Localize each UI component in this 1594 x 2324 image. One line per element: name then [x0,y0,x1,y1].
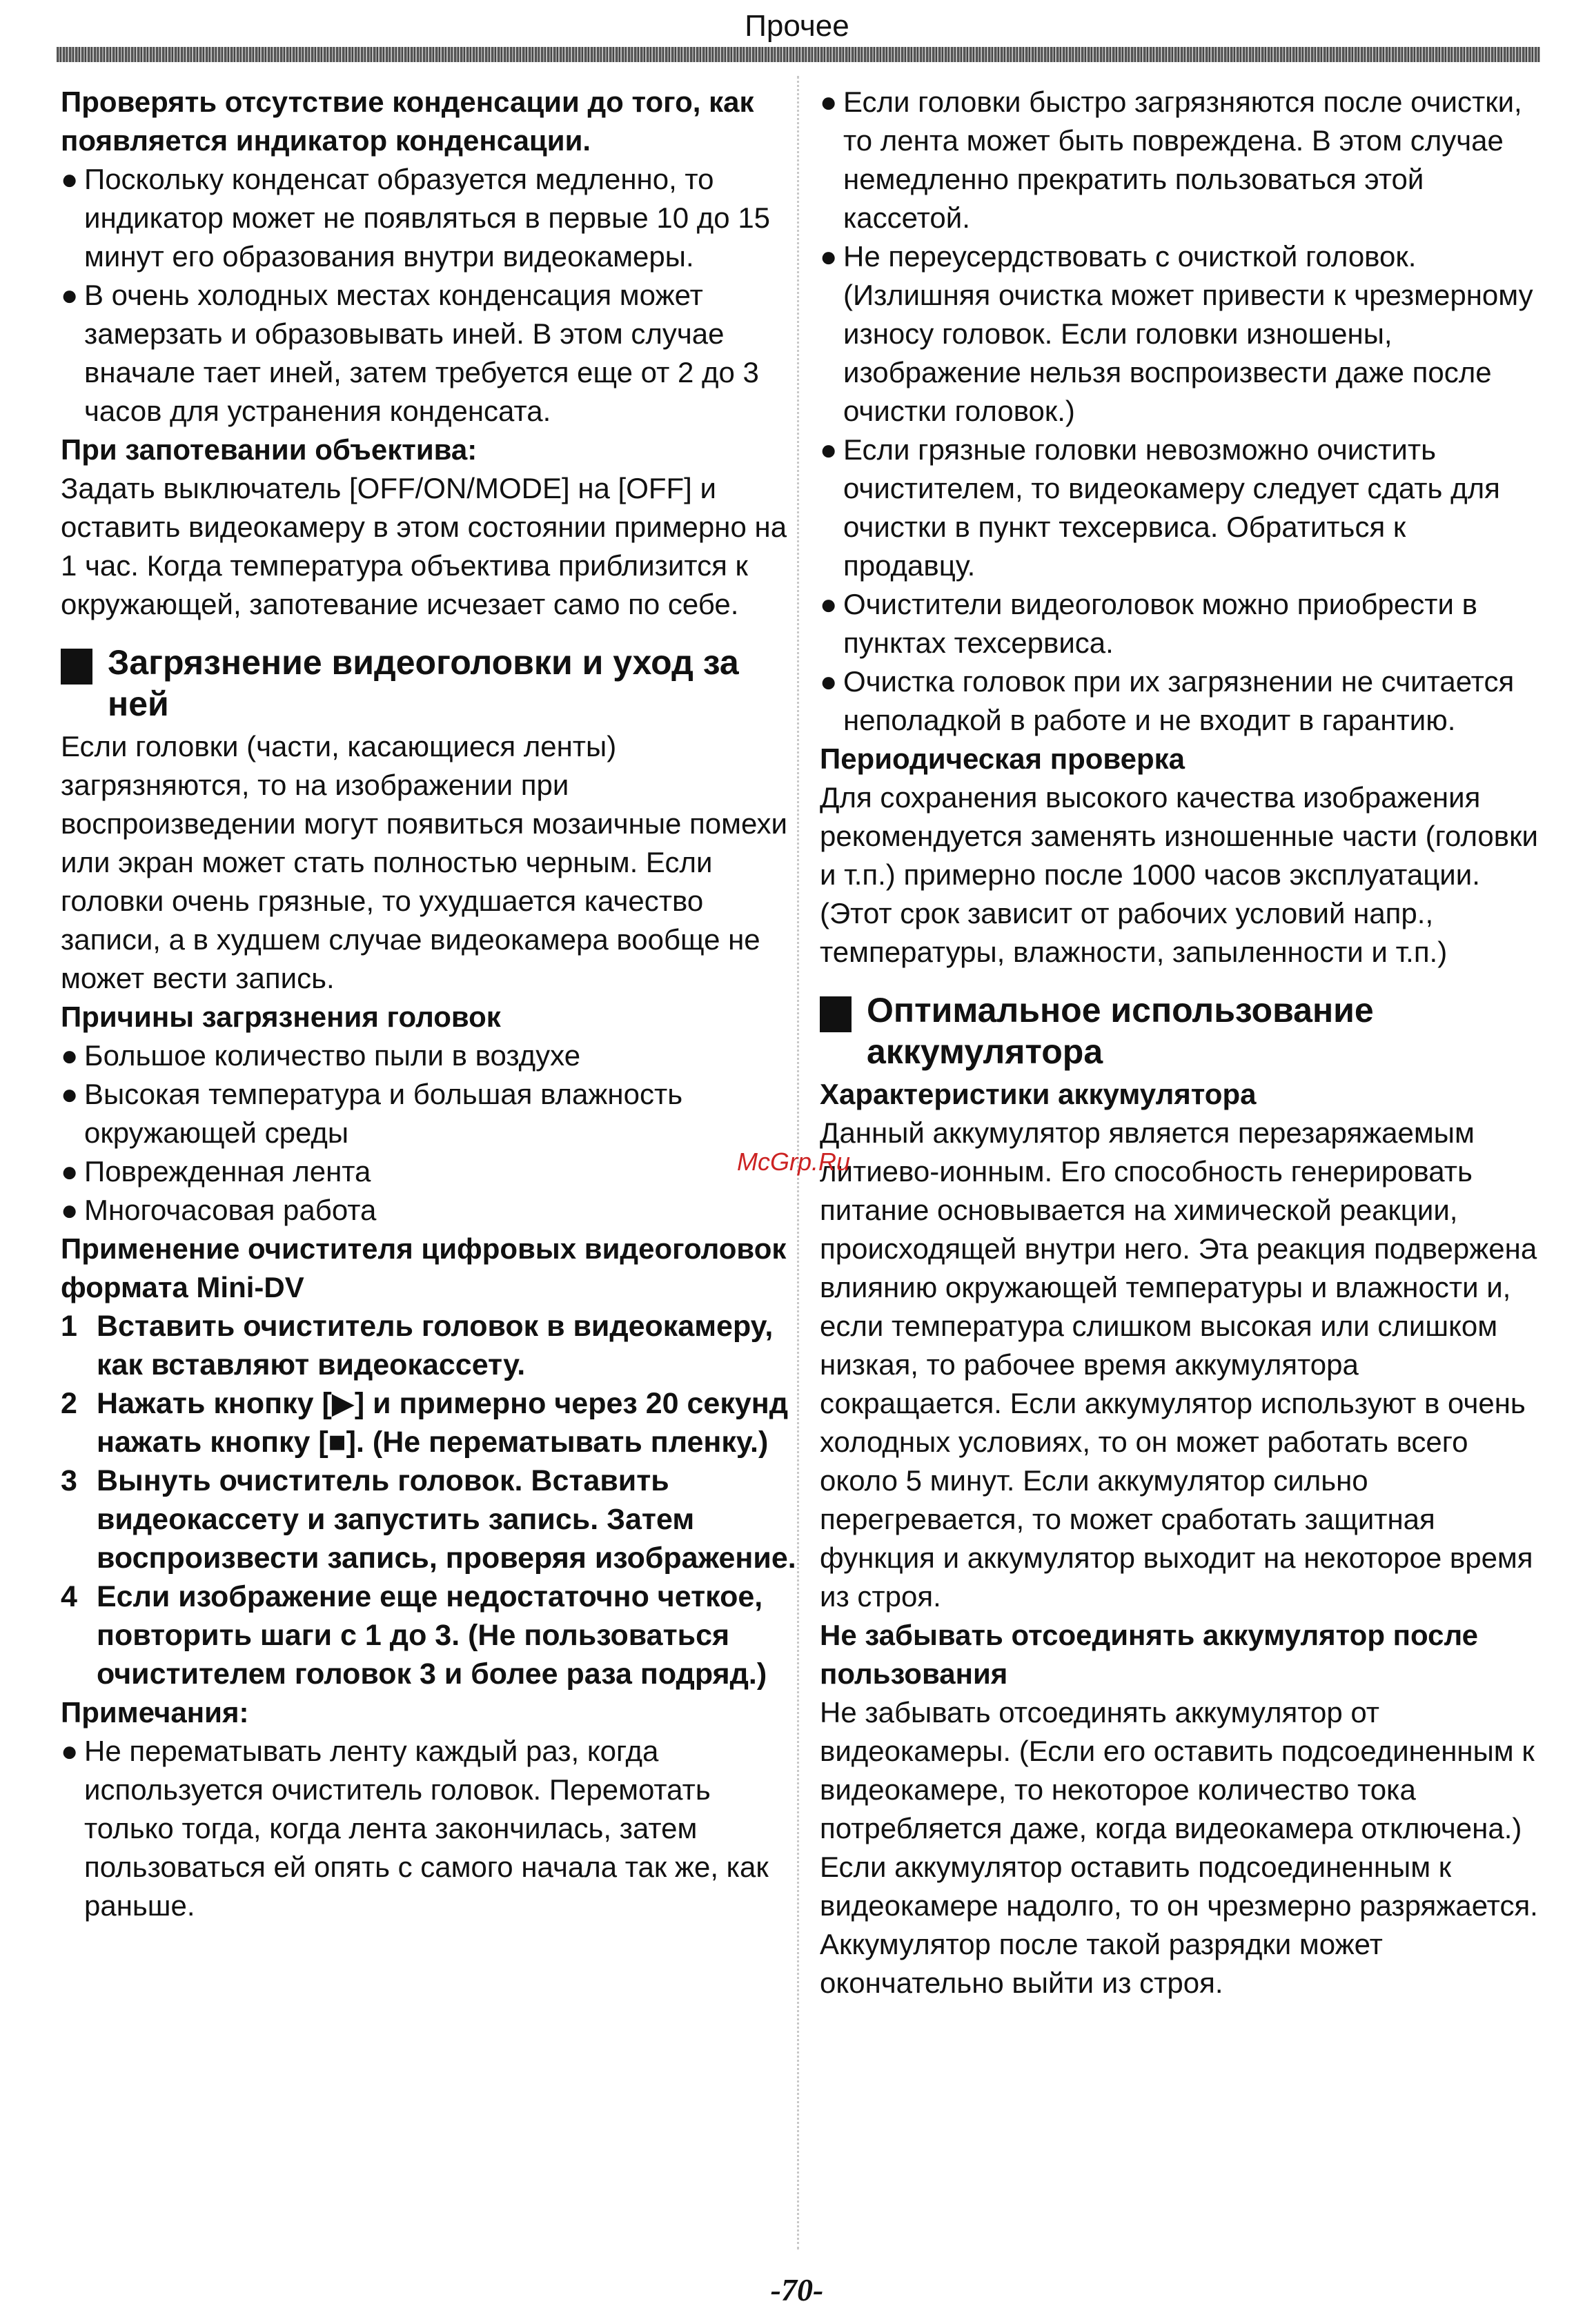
bullet-icon: ● [61,1039,79,1072]
list-item: ● Поскольку конденсат образуется медленно, то индикатор может не появляться в первые 10 до 15 минут его образования внутри видеокамеры. [61,160,806,276]
head-dirt-text: Если головки (части, касающиеся ленты) загрязняются, то на изображении при воспроизведении могут появиться мозаичные помехи или экран может стать полностью черным. Если головки очень грязные, то ухудшается качество записи, а в худшем случае видеокамера вообще не может вести запись. [61,730,787,994]
bullet-icon: ● [820,240,838,273]
page-number: -70- [770,2272,824,2307]
step-item: 2 Нажать кнопку [▶] и примерно через 20 секунд нажать кнопку [■]. (Не перематывать пленку.) [61,1387,789,1459]
notes-heading: Примечания: [61,1696,249,1729]
dirt-causes-heading: Причины загрязнения головок [61,1001,501,1033]
list-item: ● Многочасовая работа [61,1191,806,1230]
bullet-icon: ● [820,665,838,698]
bullet-icon: ● [61,1078,79,1110]
header-band [57,47,1540,62]
step-item: 3 Вынуть очиститель головок. Вставить видеокассету и запустить запись. Затем воспроизвести запись, проверяя изображение. [61,1464,796,1575]
battery-disconnect-heading: Не забывать отсоединять аккумулятор после пользования [820,1619,1478,1690]
section-heading-head-cleaning: Загрязнение видеоголовки и уход за ней [61,642,806,725]
bullet-icon: ● [61,163,79,195]
bullet-icon: ● [820,86,838,118]
bullet-icon: ● [61,1155,79,1188]
list-item: ● Очистка головок при их загрязнении не считается неполадкой в работе и не входит в гарантию. [820,662,1544,740]
list-item: ● В очень холодных местах конденсация может замерзать и образовывать иней. В этом случае вначале тает иней, затем требуется еще от 2 до 3 часов для устранения конденсата. [61,276,806,431]
list-item: ● Большое количество пыли в воздухе [61,1036,806,1075]
bullet-icon: ● [820,433,838,466]
battery-characteristics-heading: Характеристики аккумулятора [820,1078,1257,1110]
section-square-icon [820,996,852,1032]
right-column [820,83,1544,2002]
section-heading-battery: Оптимальное использование аккумулятора [820,989,1544,1072]
section-square-icon [61,649,92,685]
bullet-icon: ● [820,588,838,620]
bullet-icon: ● [61,1194,79,1226]
list-item: ● Если грязные головки невозможно очистить очистителем, то видеокамеру следует сдать для очистки в пункт техсервиса. Обратиться к продавцу. [820,431,1544,585]
lens-fogging-heading: При запотевании объектива: [61,433,478,466]
step-item: 1 Вставить очиститель головок в видеокамеру, как вставляют видеокассету. [61,1310,774,1381]
bullet-icon: ● [61,1735,79,1767]
condensation-check-heading: Проверять отсутствие конденсации до того, как появляется индикатор конденсации. [61,86,754,157]
list-item: ● Если головки быстро загрязняются после очистки, то лента может быть повреждена. В этом случае немедленно прекратить пользоваться этой кассетой. [820,83,1544,237]
battery-disconnect-text: Не забывать отсоединять аккумулятор от видеокамеры. (Если его оставить подсоединенным к видеокамере, то некоторое количество тока потребляется даже, когда видеокамера отключена.) Если аккумулятор оставить подсоединенным к видеокамере надолго, то он чрезмерно разряжается. Аккумулятор после такой разрядки может окончательно выйти из строя. [820,1696,1538,1999]
periodic-check-text: Для сохранения высокого качества изображения рекомендуется заменять изношенные части (головки и т.п.) примерно после 1000 часов эксплуатации. (Этот срок зависит от рабочих условий напр., температуры, влажности, запыленности и т.п.) [820,781,1538,968]
cleaner-usage-heading: Применение очистителя цифровых видеоголовок формата Mini-DV [61,1232,787,1303]
list-item: ● Очистители видеоголовок можно приобрести в пунктах техсервиса. [820,585,1544,662]
step-item: 4 Если изображение еще недостаточно четкое, повторить шаги с 1 до 3. (Не пользоваться очистителем головок 3 и более раза подряд.) [61,1580,767,1691]
lens-fogging-text: Задать выключатель [OFF/ON/MODE] на [OFF] и оставить видеокамеру в этом состоянии примерно на 1 час. Когда температура объектива приблизится к окружающей, запотевание исчезает само по себе. [61,472,787,620]
periodic-check-heading: Периодическая проверка [820,742,1185,775]
page-header-title: Прочее [745,9,849,43]
left-column [61,83,806,1925]
list-item: ● Не переусердствовать с очисткой головок. (Излишняя очистка может привести к чрезмерному износу головок. Если головки изношены, изображение нельзя воспроизвести даже после очистки головок.) [820,237,1544,431]
list-item: ● Не перематывать ленту каждый раз, когда используется очиститель головок. Перемотать только тогда, когда лента закончилась, затем пользоваться ей опять с самого начала так же, как раньше. [61,1732,806,1925]
watermark: McGrp.Ru [737,1148,851,1176]
battery-characteristics-text: Данный аккумулятор является перезаряжаемым литиево-ионным. Его способность генерировать питание основывается на химической реакции, происходящей внутри него. Эта реакция подвержена влиянию окружающей температуры и влажности и, если температура слишком высокая или слишком низкая, то рабочее время аккумулятора сокращается. Если аккумулятор используют в очень холодных условиях, то он может работать всего около 5 минут. Если аккумулятор сильно перегревается, то может сработать защитная функция и аккумулятор выходит на некоторое время из строя. [820,1116,1537,1613]
list-item: ● Высокая температура и большая влажность окружающей среды [61,1075,806,1152]
list-item: ● Поврежденная лента [61,1152,806,1191]
bullet-icon: ● [61,279,79,311]
